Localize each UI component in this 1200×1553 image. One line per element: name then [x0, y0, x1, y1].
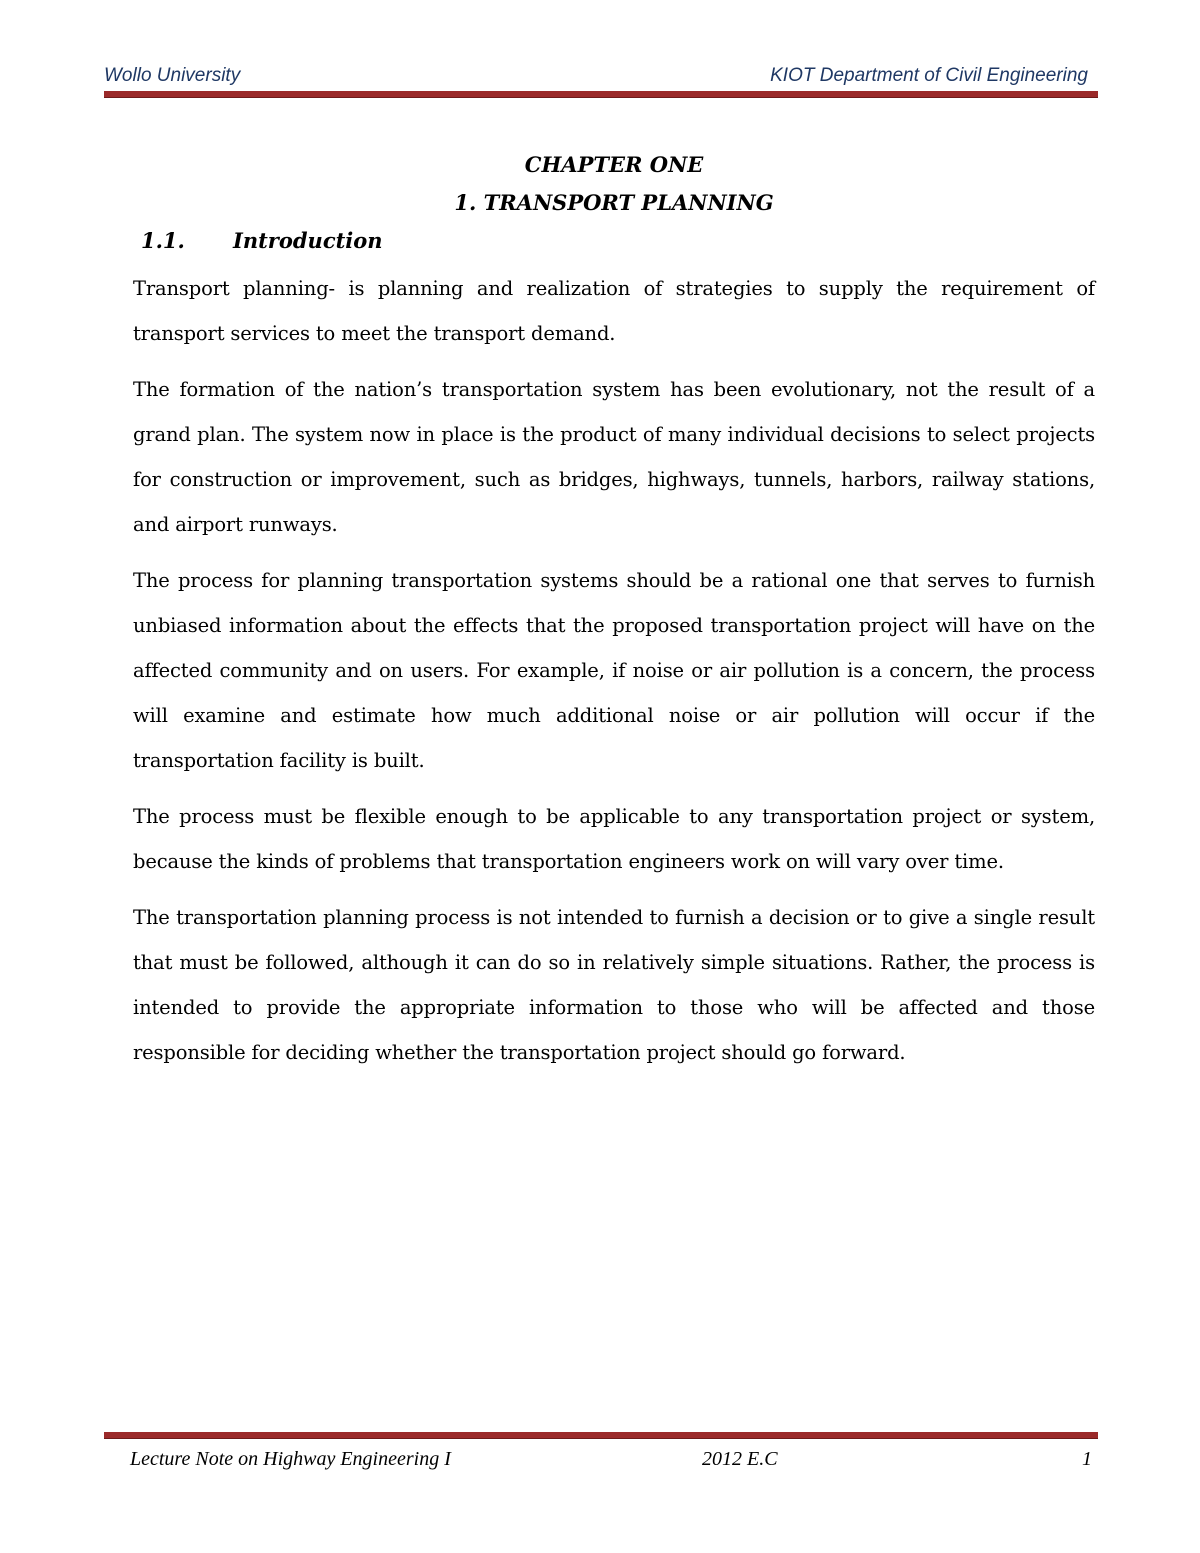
section-heading — [141, 222, 1095, 260]
paragraph-4: The process must be flexible enough to be applicable to any transportation project or system, because the kinds of problems that transportation engineers work on will vary over time. — [133, 805, 1095, 873]
paragraph-1: Transport planning- is planning and realization of strategies to supply the requirement of transport services to meet the transport demand. — [133, 277, 1095, 345]
footer-rule — [104, 1432, 1098, 1439]
header-university: Wollo University — [104, 65, 241, 86]
header-department: KIOT Department of Civil Engineering — [770, 65, 1088, 86]
header-rule — [104, 91, 1098, 98]
footer-course: Lecture Note on Highway Engineering I — [130, 1448, 451, 1470]
section-title: Introduction — [233, 228, 383, 253]
page-content — [133, 146, 1095, 1086]
page-header — [104, 62, 1096, 90]
chapter-title: CHAPTER ONE — [524, 152, 704, 177]
paragraph-2: The formation of the nation’s transportation system has been evolutionary, not the result of a grand plan. The system now in place is the product of many individual decisions to select projects for construction or improvement, such as bridges, highways, tunnels, harbors, railway stations, and airport runways. — [133, 378, 1095, 536]
page-number: 1 — [1082, 1448, 1092, 1470]
chapter-subtitle: 1. TRANSPORT PLANNING — [454, 190, 774, 215]
footer-year: 2012 E.C — [702, 1448, 778, 1470]
paragraph-5: The transportation planning process is not intended to furnish a decision or to give a single result that must be followed, although it can do so in relatively simple situations. Rather, the process is intended to provide the appropriate information to those who will be affected and those responsible for deciding whether the transportation project should go forward. — [133, 906, 1095, 1064]
paragraph-3: The process for planning transportation systems should be a rational one that serves to furnish unbiased information about the effects that the proposed transportation project will have on the affected community and on users. For example, if noise or air pollution is a concern, the process will examine and estimate how much additional noise or air pollution will occur if the transportation facility is built. — [133, 569, 1095, 772]
section-number: 1.1. — [141, 228, 185, 253]
page-footer — [130, 1446, 1092, 1474]
